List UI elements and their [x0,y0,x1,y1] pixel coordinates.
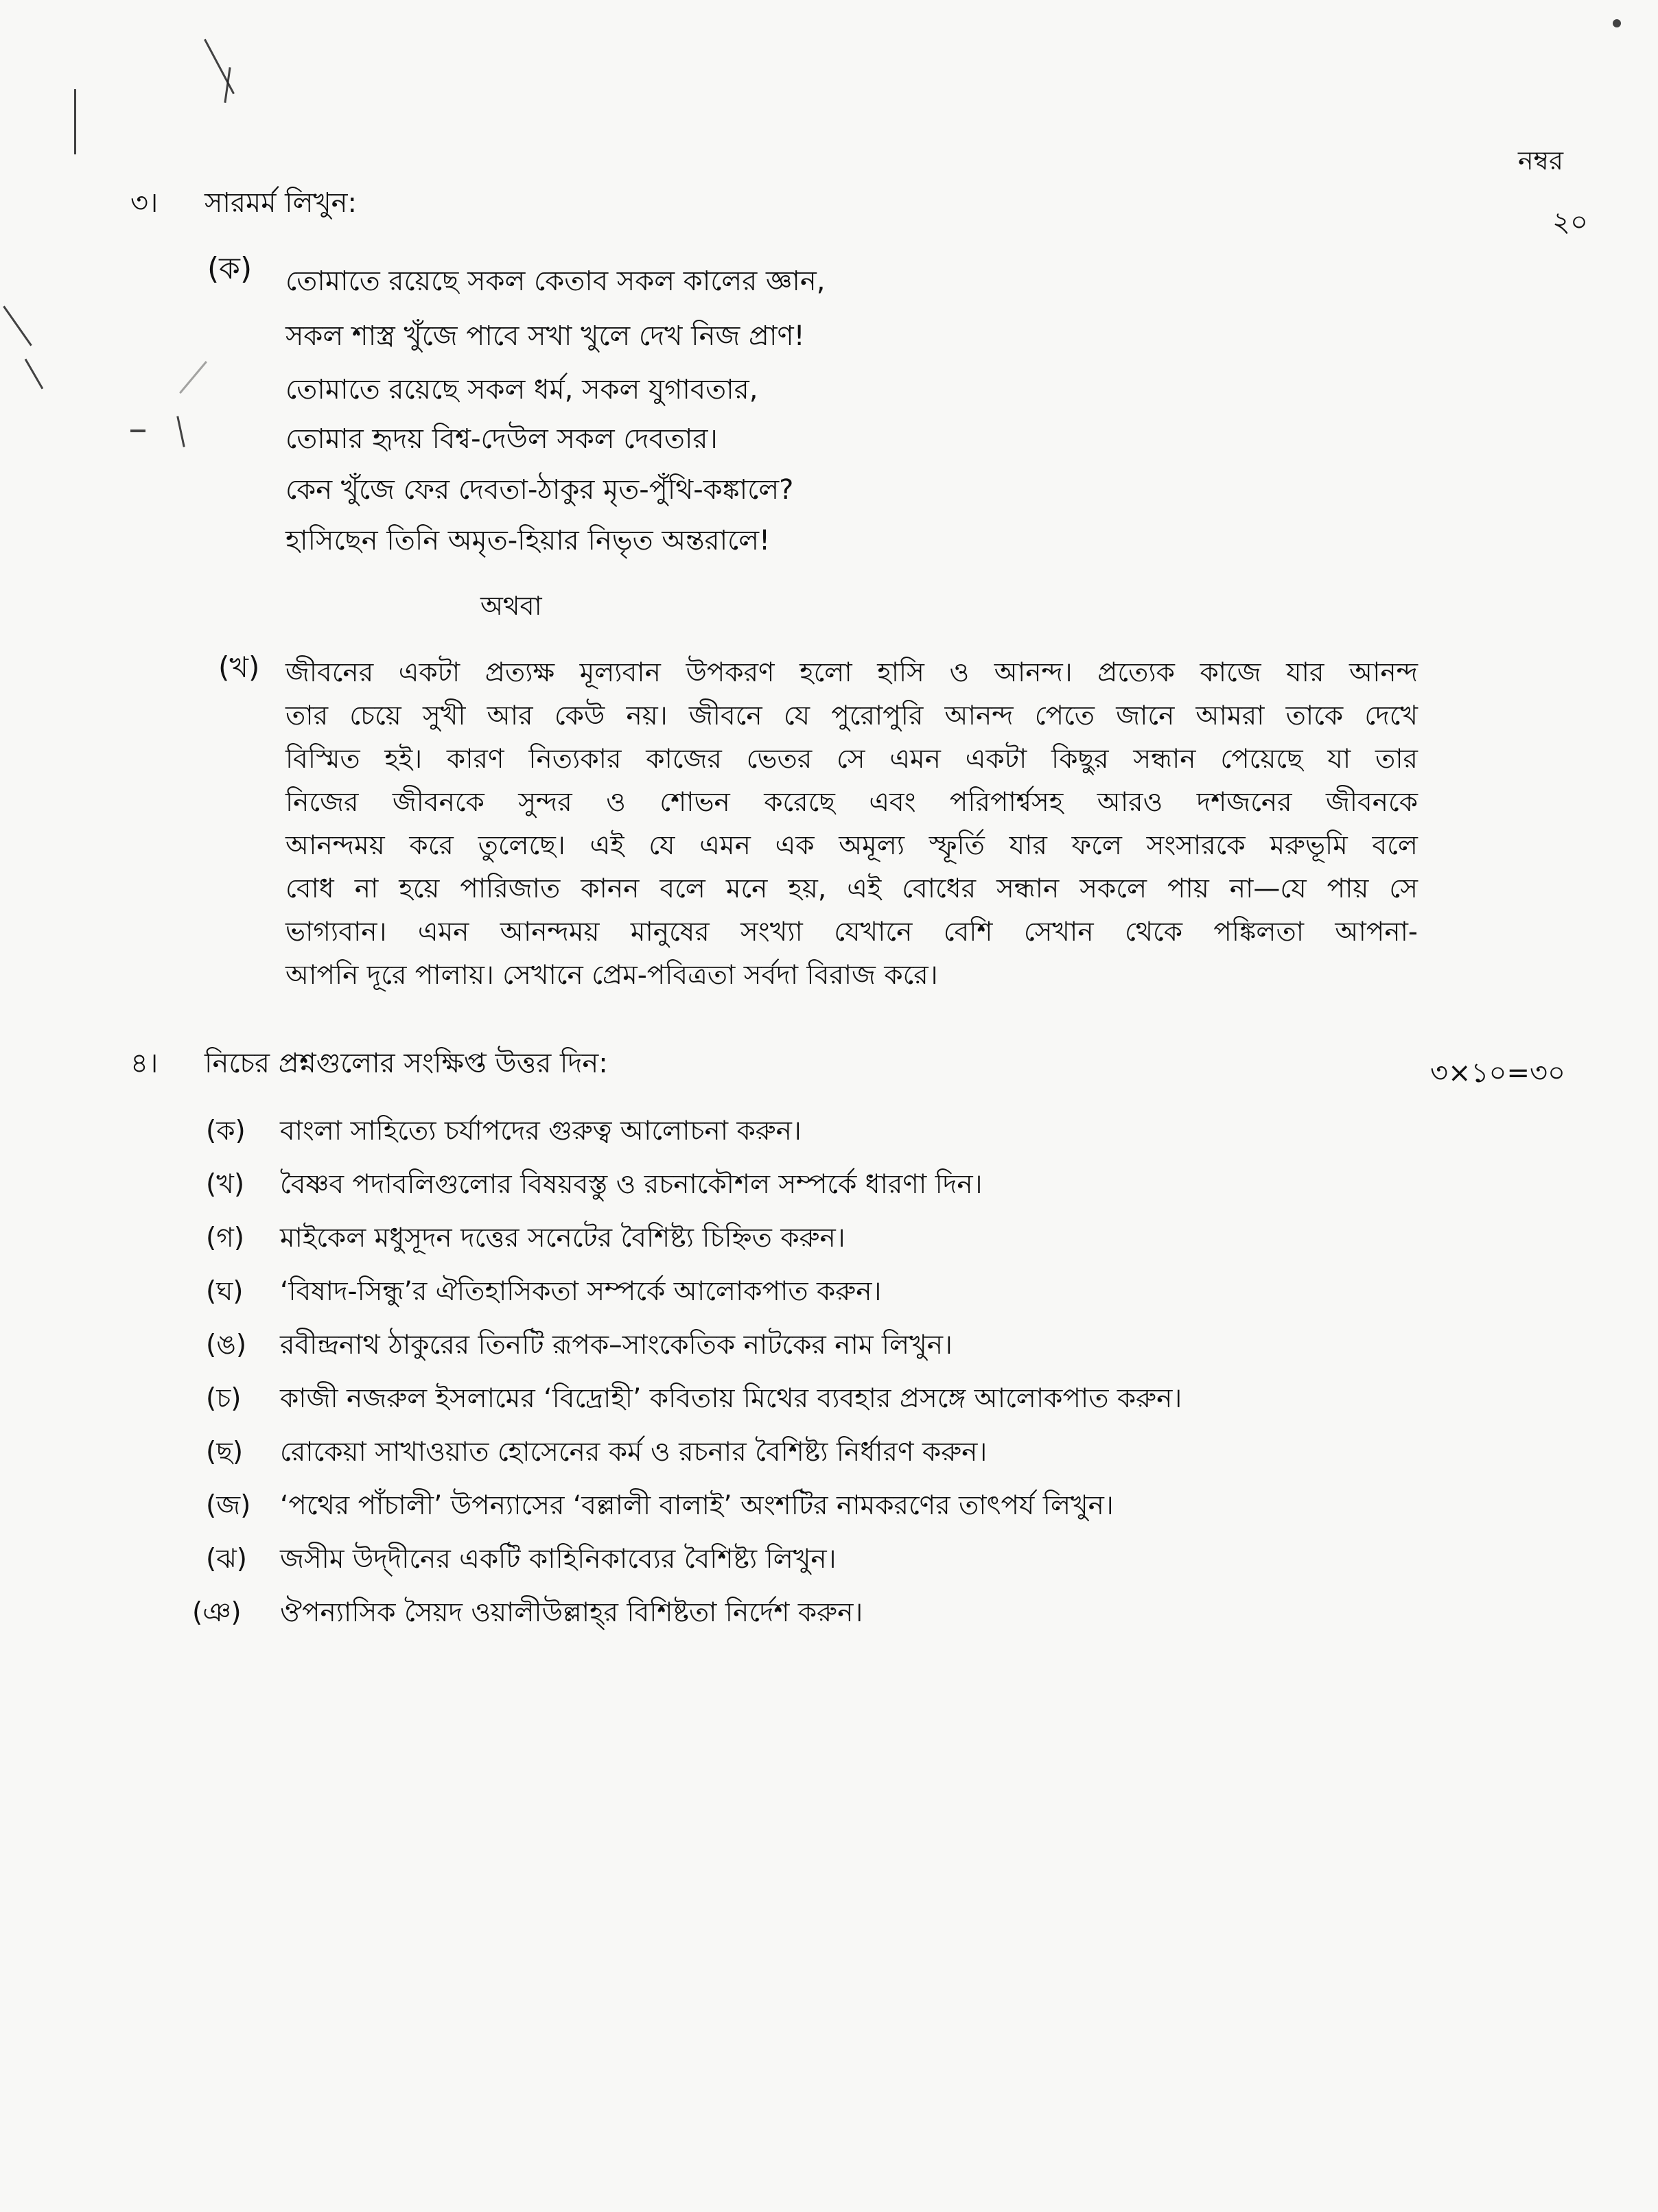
question-4-number: ৪। [130,1048,159,1079]
pen-mark [74,89,76,154]
question-item-text: জসীম উদ্‌দীনের একটি কাহিনিকাব্যের বৈশিষ্ট্য লিখুন। [280,1544,837,1575]
passage-line: আনন্দময় করে তুলেছে। এই যে এমন এক অমূল্য স্ফূর্তি যার ফলে সংসারকে মরুভূমি বলে [285,830,1418,861]
question-item-text: মাইকেল মধুসূদন দত্তের সনেটের বৈশিষ্ট্য চিহ্নিত করুন। [280,1223,845,1254]
passage-line: জীবনের একটা প্রত্যক্ষ মূল্যবান উপকরণ হলো হাসি ও আনন্দ। প্রত্যেক কাজে যার আনন্দ [285,657,1418,688]
or-text: অথবা [480,591,542,621]
pen-mark [179,361,207,394]
pen-mark [25,359,44,390]
marks-value: ২০ [1552,207,1589,238]
pen-mark [130,430,145,432]
option-ka-label: (ক) [207,251,253,286]
passage-line: নিজের জীবনকে সুন্দর ও শোভন করেছে এবং পরিপার্শ্বসহ আরও দশজনের জীবনকে [285,787,1418,818]
pen-mark [3,305,32,346]
poem-line: তোমাতে রয়েছে সকল ধর্ম, সকল যুগাবতার, [285,374,758,405]
poem-line: তোমার হৃদয় বিশ্ব-দেউল সকল দেবতার। [285,423,718,455]
question-item-text: ‘পথের পাঁচালী’ উপন্যাসের ‘বল্লালী বালাই’ অংশটির নামকরণের তাৎপর্য লিখুন। [280,1490,1114,1521]
question-item-label: (ঘ) [206,1276,244,1307]
question-item-label: (ঞ) [192,1597,242,1628]
pen-mark [176,416,185,447]
question-3-title: সারমর্ম লিখুন: [205,187,358,219]
passage-line: ভাগ্যবান। এমন আনন্দময় মানুষের সংখ্যা যেখানে বেশি সেখান থেকে পঙ্কিলতা আপনা- [285,917,1418,948]
passage-line: বিস্মিত হই। কারণ নিত্যকার কাজের ভেতর সে এমন একটা কিছুর সন্ধান পেয়েছে যা তার [285,744,1418,775]
poem-line: তোমাতে রয়েছে সকল কেতাব সকল কালের জ্ঞান, [285,266,826,297]
poem-line: কেন খুঁজে ফের দেবতা-ঠাকুর মৃত-পুঁথি-কঙ্কালে? [285,474,794,506]
question-item-label: (খ) [206,1169,245,1200]
question-item-label: (জ) [206,1490,251,1521]
question-item-text: কাজী নজরুল ইসলামের ‘বিদ্রোহী’ কবিতায় মিথের ব্যবহার প্রসঙ্গে আলোকপাত করুন। [280,1383,1182,1414]
question-item-text: বাংলা সাহিত্যে চর্যাপদের গুরুত্ব আলোচনা করুন। [280,1116,802,1146]
pen-mark [1613,19,1621,27]
question-item-text: বৈষ্ণব পদাবলিগুলোর বিষয়বস্তু ও রচনাকৌশল সম্পর্কে ধারণা দিন। [280,1169,983,1200]
pen-mark [204,39,235,95]
question-item-label: (ছ) [206,1437,244,1468]
poem-line: সকল শাস্ত্র খুঁজে পাবে সখা খুলে দেখ নিজ প্রাণ! [285,320,805,352]
question-item-label: (ঙ) [206,1330,247,1361]
question-item-text: ঔপন্যাসিক সৈয়দ ওয়ালীউল্লাহ্‌র বিশিষ্টতা নির্দেশ করুন। [280,1597,863,1628]
question-item-label: (ঝ) [206,1544,247,1575]
passage-line: তার চেয়ে সুখী আর কেউ নয়। জীবনে যে পুরোপুরি আনন্দ পেতে জানে আমরা তাকে দেখে [285,701,1418,731]
option-kha-label: (খ) [218,650,260,684]
passage-line: আপনি দূরে পালায়। সেখানে প্রেম-পবিত্রতা সর্বদা বিরাজ করে। [285,960,938,991]
question-item-label: (গ) [206,1223,244,1254]
passage-line: বোধ না হয়ে পারিজাত কানন বলে মনে হয়, এই বোধের সন্ধান সকলে পায় না—যে পায় সে [285,873,1418,904]
question-item-text: রবীন্দ্রনাথ ঠাকুরের তিনটি রূপক–সাংকেতিক নাটকের নাম লিখুন। [280,1330,953,1361]
poem-line: হাসিছেন তিনি অমৃত-হিয়ার নিভৃত অন্তরালে! [285,525,771,556]
question-3-number: ৩। [130,187,159,219]
question-4-title: নিচের প্রশ্নগুলোর সংক্ষিপ্ত উত্তর দিন: [205,1048,608,1079]
question-4-marks: ৩×১০=৩০ [1430,1057,1566,1089]
question-item-label: (ক) [206,1116,246,1146]
question-item-text: ‘বিষাদ-সিন্ধু’র ঐতিহাসিকতা সম্পর্কে আলোকপাত করুন। [280,1276,882,1307]
question-item-text: রোকেয়া সাখাওয়াত হোসেনের কর্ম ও রচনার বৈশিষ্ট্য নির্ধারণ করুন। [280,1437,988,1468]
marks-label: নম্বর [1518,145,1563,176]
question-item-label: (চ) [206,1383,242,1414]
